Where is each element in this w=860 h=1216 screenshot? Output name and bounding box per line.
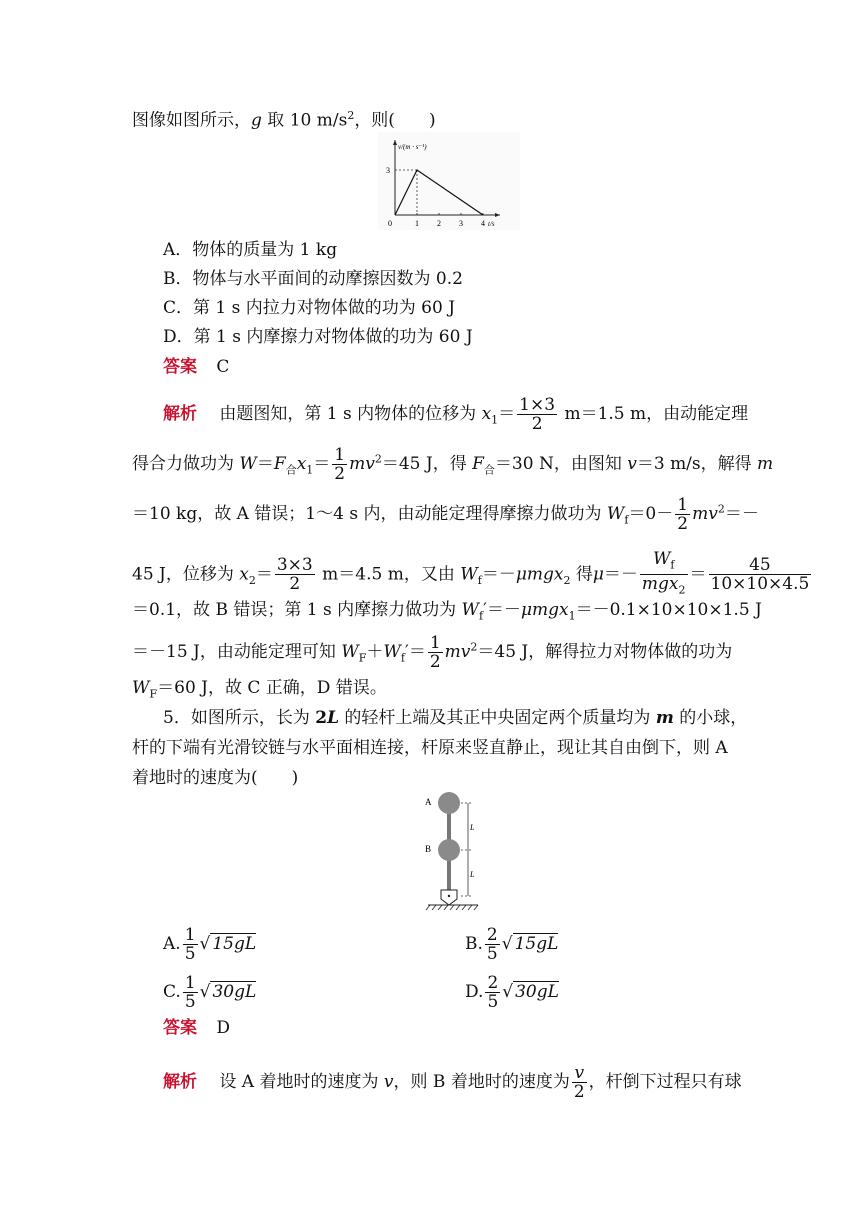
q4-option-d: D．第 1 s 内摩擦力对物体做的功为 60 J [163, 327, 473, 347]
x-tick-label-3: 3 [459, 219, 463, 228]
answer-value-2: D [216, 1018, 231, 1038]
q4-analysis-line-2: 得合力做功为 $W=F_合x_1=$ $\frac{1}{2}$ $mv^2=45$ J，得 $F_合=30$ N，由图知 v＝3 m/s，解得 m [132, 445, 774, 484]
q4-analysis-line-3: ＝10 kg，故 A 错误；1～4 s 内，由动能定理得摩擦力做功为 $W_f=0-$ $\frac{1}{2}$ $mv^2=-$ [132, 495, 759, 534]
x-tick-label-1: 1 [415, 219, 419, 228]
q5-option-a: A. $\frac{1}{5}$ √ 15gL [163, 925, 257, 964]
q4-option-b: B．物体与水平面间的动摩擦因数为 0.2 [163, 269, 463, 289]
label-l-lower: L [470, 870, 475, 879]
y-tick-label-3: 3 [386, 166, 390, 175]
q5-answer [163, 1016, 230, 1040]
q4-analysis-line-6: ＝－15 J，由动能定理可知 $W_F+W_f'=$ $\frac{1}{2}$ $mv^2=45$ J，解得拉力对物体做的功为 [132, 633, 733, 672]
x-tick-label-0: 0 [388, 219, 392, 228]
rod-figure [418, 786, 484, 912]
q5-stem-line-3: 着地时的速度为( ) [132, 768, 299, 788]
x-tick-label-4: 4 [481, 219, 485, 228]
q5-stem-line-2: 杆的下端有光滑铰链与水平面相连接，杆原来竖直静止，现让其自由倒下，则 A [132, 738, 728, 758]
x-axis-label: t/s [488, 220, 495, 228]
q5-option-d: D. $\frac{2}{5}$ √ 30gL [465, 973, 559, 1012]
q4-analysis-line-4: 45 J，位移为 $x_2=$ $\frac{3\times 3}{2}$ m＝4.5 m，又由 $W_f=-\mu mgx_2$ 得μ＝－ $\frac{W_f}{mgx_2}$ ＝ $\frac{45}{10\times 10\times 4.5}$ [132, 549, 810, 597]
question-tail: 图像如图所示，g 取 10 $m/s^2$，则( ) [132, 109, 436, 131]
q4-analysis-line-1: 解析 由题图知，第 1 s 内物体的位移为 $x_1=$ $\frac{1\times 3}{2}$ m＝1.5 m，由动能定理 [163, 395, 749, 434]
answer-label-2: 答案 [163, 1018, 197, 1038]
analysis-label: 解析 [163, 404, 197, 424]
answer-value: C [216, 357, 230, 377]
y-axis-label: v/(m · s⁻¹) [398, 143, 427, 151]
x-tick-label-2: 2 [437, 219, 441, 228]
answer-label: 答案 [163, 357, 197, 377]
label-ball-a: A [425, 797, 432, 807]
label-l-upper: L [470, 823, 475, 832]
q4-analysis-line-5: ＝0.1，故 B 错误；第 1 s 内摩擦力做功为 $W_f'=-\mu mgx_1=-0.1\times 10\times 10\times 1.5$ J [132, 600, 762, 623]
analysis-label-2: 解析 [163, 1072, 197, 1092]
q5-option-b: B. $\frac{2}{5}$ √ 15gL [465, 925, 559, 964]
label-ball-b: B [425, 844, 432, 854]
q4-option-c: C．第 1 s 内拉力对物体做的功为 60 J [163, 298, 456, 318]
vt-graph [378, 132, 520, 230]
q4-option-a: A．物体的质量为 1 kg [163, 240, 338, 260]
q4-answer [163, 355, 229, 379]
q5-analysis: 解析 设 A 着地时的速度为 v，则 B 着地时的速度为 $\frac{v}{2}$ ，杆倒下过程只有球 [163, 1063, 742, 1102]
q5-option-c: C. $\frac{1}{5}$ √ 30gL [163, 973, 257, 1012]
q5-stem-line-1: 5．如图所示，长为 2L 的轻杆上端及其正中央固定两个质量均为 m 的小球， [163, 708, 748, 728]
q4-analysis-line-7: $W_F=60$ J，故 C 正确，D 错误。 [132, 678, 387, 701]
